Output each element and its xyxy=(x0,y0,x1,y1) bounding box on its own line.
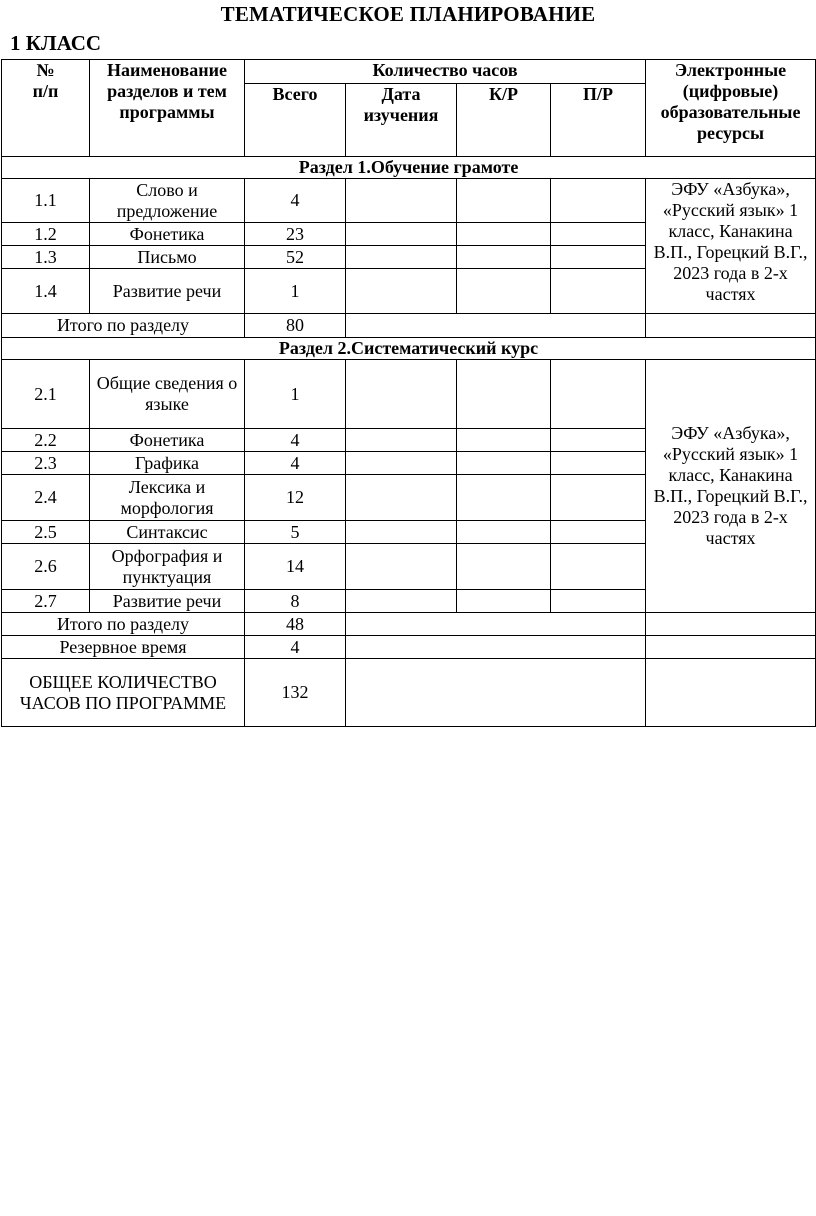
header-total: Всего xyxy=(245,84,346,157)
header-name: Наименование разделов и тем программы xyxy=(90,60,245,157)
row-total: 5 xyxy=(245,521,346,544)
row-num: 1.1 xyxy=(2,179,90,223)
header-resources: Электронные (цифровые) образовательные ресурсы xyxy=(646,60,816,157)
row-kr xyxy=(457,360,551,429)
row-name: Фонетика xyxy=(90,223,245,246)
header-date: Дата изучения xyxy=(346,84,457,157)
row-kr xyxy=(457,521,551,544)
row-num: 1.2 xyxy=(2,223,90,246)
subtotal-label: Итого по разделу xyxy=(2,314,245,338)
grand-total-blank xyxy=(346,659,646,727)
row-kr xyxy=(457,475,551,521)
header-pr: П/Р xyxy=(551,84,646,157)
row-kr xyxy=(457,246,551,269)
row-name: Письмо xyxy=(90,246,245,269)
row-num: 2.5 xyxy=(2,521,90,544)
header-kr: К/Р xyxy=(457,84,551,157)
row-kr xyxy=(457,590,551,613)
planning-table xyxy=(1,59,816,727)
subtotal-blank xyxy=(346,613,646,636)
row-kr xyxy=(457,544,551,590)
row-name: Развитие речи xyxy=(90,269,245,314)
row-pr xyxy=(551,246,646,269)
row-date xyxy=(346,246,457,269)
row-name: Общие сведения о языке xyxy=(90,360,245,429)
row-num: 2.1 xyxy=(2,360,90,429)
subtotal-value: 80 xyxy=(245,314,346,338)
subtotal-resource xyxy=(646,314,816,338)
section-resource: ЭФУ «Азбука», «Русский язык» 1 класс, Канакина В.П., Горецкий В.Г., 2023 года в 2-х частях xyxy=(646,179,816,314)
class-label: 1 КЛАСС xyxy=(10,31,102,55)
row-pr xyxy=(551,429,646,452)
row-num: 2.4 xyxy=(2,475,90,521)
subtotal-label: Итого по разделу xyxy=(2,613,245,636)
row-total: 12 xyxy=(245,475,346,521)
row-total: 4 xyxy=(245,179,346,223)
row-date xyxy=(346,544,457,590)
row-num: 1.3 xyxy=(2,246,90,269)
page-title: ТЕМАТИЧЕСКОЕ ПЛАНИРОВАНИЕ xyxy=(220,2,596,26)
grand-total-label: ОБЩЕЕ КОЛИЧЕСТВО ЧАСОВ ПО ПРОГРАММЕ xyxy=(2,659,245,727)
subtotal-blank xyxy=(346,314,646,338)
row-pr xyxy=(551,360,646,429)
grand-total-resource xyxy=(646,659,816,727)
row-name: Фонетика xyxy=(90,429,245,452)
section-resource: ЭФУ «Азбука», «Русский язык» 1 класс, Канакина В.П., Горецкий В.Г., 2023 года в 2-х частях xyxy=(646,360,816,613)
row-num: 2.7 xyxy=(2,590,90,613)
row-name: Лексика и морфология xyxy=(90,475,245,521)
header-num: № п/п xyxy=(2,60,90,157)
row-pr xyxy=(551,521,646,544)
row-date xyxy=(346,179,457,223)
row-date xyxy=(346,223,457,246)
row-num: 2.3 xyxy=(2,452,90,475)
row-pr xyxy=(551,590,646,613)
row-pr xyxy=(551,544,646,590)
row-pr xyxy=(551,223,646,246)
section-title: Раздел 1.Обучение грамоте xyxy=(2,157,816,179)
subtotal-resource xyxy=(646,613,816,636)
row-total: 14 xyxy=(245,544,346,590)
row-date xyxy=(346,475,457,521)
row-date xyxy=(346,521,457,544)
row-kr xyxy=(457,179,551,223)
row-kr xyxy=(457,452,551,475)
row-date xyxy=(346,360,457,429)
row-kr xyxy=(457,429,551,452)
row-num: 2.6 xyxy=(2,544,90,590)
row-kr xyxy=(457,223,551,246)
row-total: 4 xyxy=(245,429,346,452)
header-hours: Количество часов xyxy=(245,60,646,84)
row-pr xyxy=(551,179,646,223)
row-date xyxy=(346,269,457,314)
section-title: Раздел 2.Систематический курс xyxy=(2,338,816,360)
row-name: Графика xyxy=(90,452,245,475)
row-name: Синтаксис xyxy=(90,521,245,544)
row-pr xyxy=(551,452,646,475)
reserve-blank xyxy=(346,636,646,659)
row-total: 1 xyxy=(245,360,346,429)
reserve-resource xyxy=(646,636,816,659)
row-total: 4 xyxy=(245,452,346,475)
row-total: 1 xyxy=(245,269,346,314)
row-num: 2.2 xyxy=(2,429,90,452)
row-date xyxy=(346,429,457,452)
row-name: Слово и предложение xyxy=(90,179,245,223)
row-date xyxy=(346,452,457,475)
subtotal-value: 48 xyxy=(245,613,346,636)
row-kr xyxy=(457,269,551,314)
row-pr xyxy=(551,475,646,521)
row-date xyxy=(346,590,457,613)
row-total: 52 xyxy=(245,246,346,269)
row-total: 8 xyxy=(245,590,346,613)
row-total: 23 xyxy=(245,223,346,246)
reserve-label: Резервное время xyxy=(2,636,245,659)
row-num: 1.4 xyxy=(2,269,90,314)
grand-total-value: 132 xyxy=(245,659,346,727)
row-pr xyxy=(551,269,646,314)
row-name: Орфография и пунктуация xyxy=(90,544,245,590)
reserve-value: 4 xyxy=(245,636,346,659)
row-name: Развитие речи xyxy=(90,590,245,613)
